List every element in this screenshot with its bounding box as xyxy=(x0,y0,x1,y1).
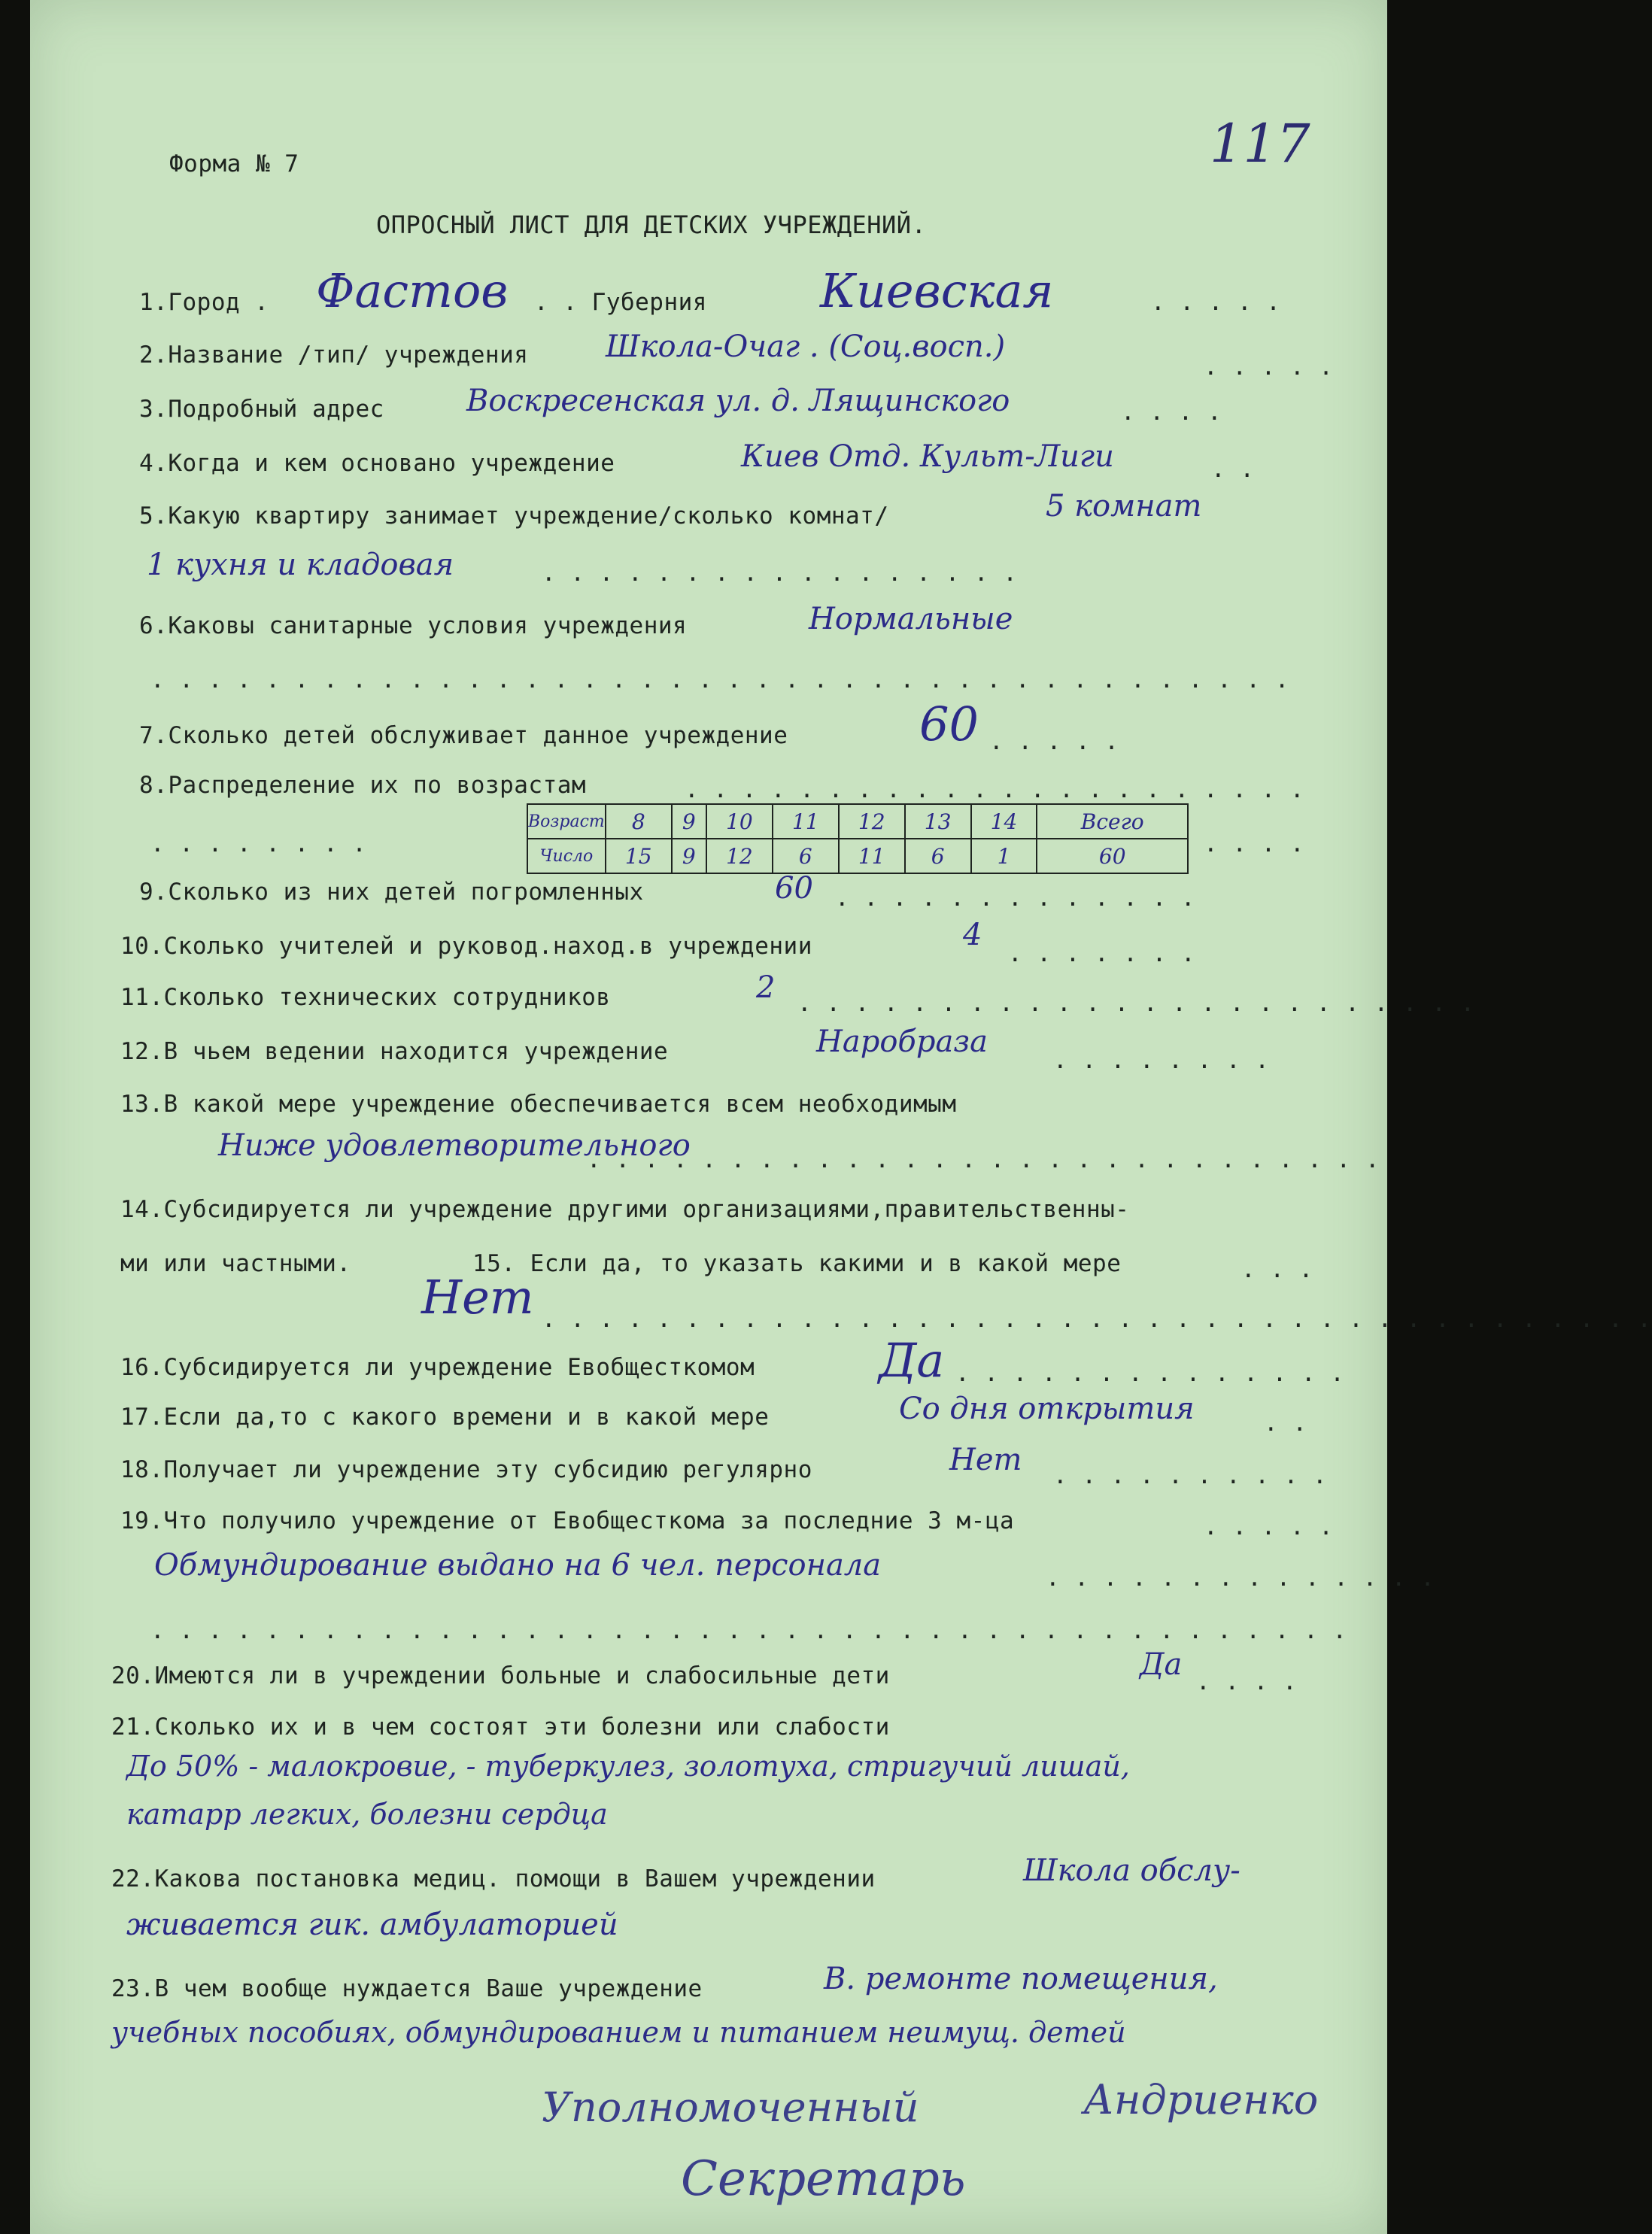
q1-label: 1.Город . xyxy=(139,289,269,316)
q8-dots3: . . . . xyxy=(1204,830,1305,857)
signature-title-2: Секретарь xyxy=(681,2151,966,2207)
q18-dots: . . . . . . . . . . xyxy=(1053,1462,1328,1489)
q12-answer: Наробраза xyxy=(816,1024,988,1059)
q14-label: 14.Субсидируется ли учреждение другими организациями,правительственны- xyxy=(120,1196,1130,1223)
count-row-label: Число xyxy=(527,839,606,873)
q8-dots: . . . . . . . . . . . . . . . . . . . . . . xyxy=(685,776,1305,803)
q11-answer: 2 xyxy=(756,970,776,1005)
q5-answer2: 1 кухня и кладовая xyxy=(147,548,454,582)
q23-label: 23.В чем вообще нуждается Ваше учреждение xyxy=(111,1975,703,2002)
q7-label: 7.Сколько детей обслуживает данное учреждение xyxy=(139,722,788,749)
q3-dots: . . . . xyxy=(1121,399,1222,426)
count-cell: 6 xyxy=(905,839,971,873)
q6-dots: . . . . . . . . . . . . . . . . . . . . . . . . . . . . . . . . . . . . . . . . xyxy=(150,666,1289,694)
q12-label: 12.В чьем ведении находится учреждение xyxy=(120,1038,669,1065)
q15-answer: Нет xyxy=(421,1270,534,1325)
count-cell: 12 xyxy=(706,839,773,873)
age-cell: 9 xyxy=(672,804,706,839)
age-row-label: Возраст xyxy=(527,804,606,839)
q16-answer: Да xyxy=(879,1333,945,1388)
q17-dots: . . xyxy=(1264,1410,1307,1437)
q6-label: 6.Каковы санитарные условия учреждения xyxy=(139,612,688,639)
q20-dots: . . . . xyxy=(1196,1668,1298,1695)
q8-label: 8.Распределение их по возрастам xyxy=(139,772,587,799)
q17-label: 17.Если да,то с какого времени и в какой мере xyxy=(120,1404,770,1431)
q4-dots: . . xyxy=(1211,456,1255,483)
q10-answer: 4 xyxy=(963,918,982,952)
count-cell: 15 xyxy=(606,839,672,873)
count-cell: 1 xyxy=(971,839,1037,873)
q4-label: 4.Когда и кем основано учреждение xyxy=(139,450,615,477)
q14-line2: ми или частными. xyxy=(120,1250,351,1277)
age-row xyxy=(527,804,1188,839)
q20-answer: Да xyxy=(1140,1647,1183,1682)
count-cell: 9 xyxy=(672,839,706,873)
q17-answer: Со дня открытия xyxy=(899,1392,1195,1426)
q5-dots: . . . . . . . . . . . . . . . . . xyxy=(542,560,1018,587)
q22-label: 22.Какова постановка медиц. помощи в Вашем учреждении xyxy=(111,1865,876,1893)
folio-number: 117 xyxy=(1210,113,1310,175)
q22-answer: Школа обслу- xyxy=(1023,1853,1241,1888)
q19-label: 19.Что получило учреждение от Евобщесткома за последние 3 м-ца xyxy=(120,1507,1015,1534)
q13-dots: . . . . . . . . . . . . . . . . . . . . . . . . . . . . xyxy=(587,1146,1380,1173)
q10-label: 10.Сколько учителей и руковод.наход.в учреждении xyxy=(120,933,812,960)
q23-answer2: учебных пособиях, обмундированием и питанием неимущ. детей xyxy=(111,2016,1126,2049)
q21-label: 21.Сколько их и в чем состоят эти болезни или слабости xyxy=(111,1713,890,1741)
q4-answer: Киев Отд. Культ-Лиги xyxy=(741,439,1114,474)
q8-dots2: . . . . . . . . xyxy=(150,830,367,857)
q9-label: 9.Сколько из них детей погромленных xyxy=(139,879,644,906)
age-cell: 11 xyxy=(773,804,839,839)
q15-label: 15. Если да, то указать какими и в какой мере xyxy=(472,1250,1122,1277)
q5-label: 5.Какую квартиру занимает учреждение/сколько комнат/ xyxy=(139,502,889,530)
age-cell: 8 xyxy=(606,804,672,839)
page-title: ОПРОСНЫЙ ЛИСТ ДЛЯ ДЕТСКИХ УЧРЕЖДЕНИЙ. xyxy=(376,211,927,239)
q19-dots2: . . . . . . . . . . . . . . xyxy=(1046,1565,1435,1592)
count-cell: 6 xyxy=(773,839,839,873)
q19-dots3: . . . . . . . . . . . . . . . . . . . . . . . . . . . . . . . . . . . . . . . . . . xyxy=(150,1617,1347,1644)
age-cell: 14 xyxy=(971,804,1037,839)
q15-dots2: . . . . . . . . . . . . . . . . . . . . . . . . . . . . . . . . . . . . . . . xyxy=(542,1306,1652,1333)
signature-title-1: Уполномоченный xyxy=(542,2084,919,2131)
q2-answer: Школа-Очаг . (Соц.восп.) xyxy=(606,329,1006,364)
count-cell: 11 xyxy=(839,839,905,873)
q10-dots: . . . . . . . xyxy=(1008,940,1196,967)
q18-answer: Нет xyxy=(949,1443,1022,1477)
q1-dots: . . . . . xyxy=(1151,289,1281,316)
form-label: Форма № 7 xyxy=(169,150,299,178)
q20-label: 20.Имеются ли в учреждении больные и слабосильные дети xyxy=(111,1662,890,1689)
age-distribution-table xyxy=(527,803,1189,874)
q19-dots: . . . . . xyxy=(1204,1513,1334,1540)
count-row xyxy=(527,839,1188,873)
q9-answer: 60 xyxy=(775,871,813,906)
age-cell: 10 xyxy=(706,804,773,839)
q22-answer2: живается гик. амбулаторией xyxy=(126,1908,618,1942)
q1-city: Фастов xyxy=(316,263,509,318)
q6-answer: Нормальные xyxy=(809,602,1013,636)
age-cell-total: Всего xyxy=(1037,804,1188,839)
age-cell: 13 xyxy=(905,804,971,839)
q2-dots: . . . . . xyxy=(1204,354,1334,381)
count-cell-total: 60 xyxy=(1037,839,1188,873)
q16-dots: . . . . . . . . . . . . . . xyxy=(955,1360,1345,1387)
q13-label: 13.В какой мере учреждение обеспечивается всем необходимым xyxy=(120,1091,957,1118)
q13-answer: Ниже удовлетворительного xyxy=(218,1128,691,1163)
q19-answer: Обмундирование выдано на 6 чел. персонала xyxy=(154,1548,882,1583)
q3-label: 3.Подробный адрес xyxy=(139,396,384,423)
q2-label: 2.Название /тип/ учреждения xyxy=(139,341,529,369)
q3-answer: Воскресенская ул. д. Лящинского xyxy=(466,384,1010,418)
signature-name-1: Андриенко xyxy=(1083,2076,1319,2123)
q23-answer: В. ремонте помещения, xyxy=(824,1962,1218,1996)
q11-label: 11.Сколько технических сотрудников xyxy=(120,984,611,1011)
q15-dots: . . . xyxy=(1241,1256,1313,1283)
q12-dots: . . . . . . . . xyxy=(1053,1047,1270,1074)
q11-dots: . . . . . . . . . . . . . . . . . . . . . . . . xyxy=(797,990,1475,1017)
q18-label: 18.Получает ли учреждение эту субсидию регулярно xyxy=(120,1456,812,1483)
q1-mid: . . Губерния xyxy=(534,289,707,316)
q21-answer: До 50% - малокровие, - туберкулез, золотуха, стригучий лишай, xyxy=(126,1750,1130,1783)
q7-dots: . . . . . xyxy=(989,728,1119,755)
q7-answer: 60 xyxy=(919,697,979,751)
q21-answer2: катарр легких, болезни сердца xyxy=(126,1798,608,1831)
q16-label: 16.Субсидируется ли учреждение Евобщесткомом xyxy=(120,1354,755,1381)
q9-dots: . . . . . . . . . . . . . xyxy=(835,885,1196,912)
age-cell: 12 xyxy=(839,804,905,839)
q5-answer: 5 комнат xyxy=(1046,489,1202,524)
q1-province: Киевская xyxy=(820,263,1054,318)
